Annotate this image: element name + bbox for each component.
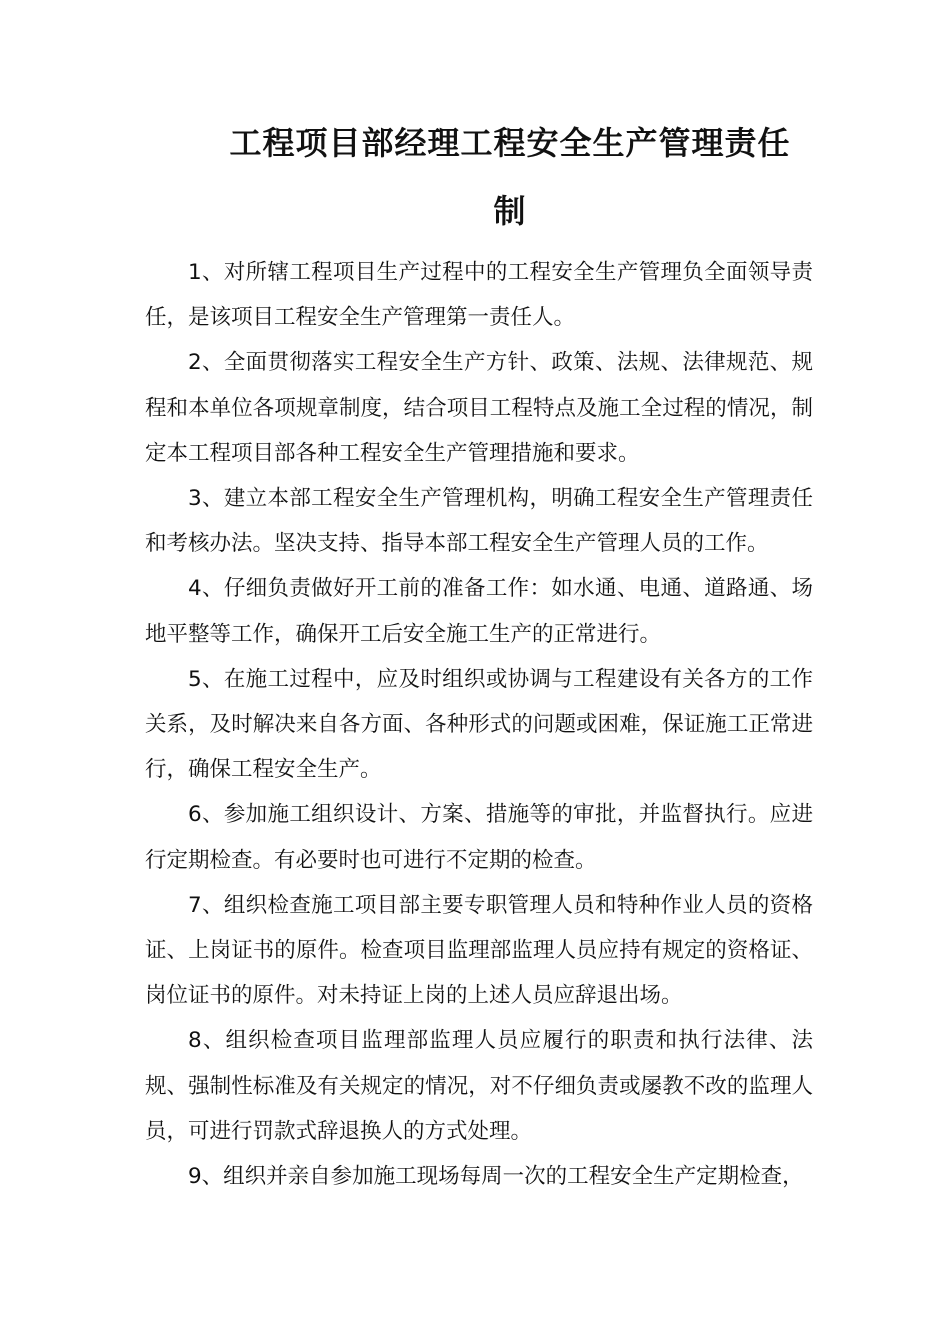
paragraph-6: 6、参加施工组织设计、方案、措施等的审批，并监督执行。应进行定期检查。有必要时也可进行不定期的检查。 [145, 802, 813, 873]
paragraph-8: 8、组织检查项目监理部监理人员应履行的职责和执行法律、法规、强制性标准及有关规定的情况，对不仔细负责或屡教不改的监理人员，可进行罚款式辞退换人的方式处理。 [145, 1028, 813, 1144]
document-title-line-1: 工程项目部经理工程安全生产管理责任 [229, 124, 791, 162]
paragraph-4: 4、仔细负责做好开工前的准备工作：如水通、电通、道路通、场地平整等工作，确保开工后安全施工生产的正常进行。 [145, 576, 813, 647]
paragraph-3: 3、建立本部工程安全生产管理机构，明确工程安全生产管理责任和考核办法。坚决支持、指导本部工程安全生产管理人员的工作。 [145, 486, 813, 557]
paragraph-7: 7、组织检查施工项目部主要专职管理人员和特种作业人员的资格证、上岗证书的原件。检查项目监理部监理人员应持有规定的资格证、岗位证书的原件。对未持证上岗的上述人员应辞退出场。 [145, 892, 813, 1009]
paragraph-9: 9、组织并亲自参加施工现场每周一次的工程安全生产定期检查， [188, 1164, 804, 1190]
paragraph-5: 5、在施工过程中，应及时组织或协调与工程建设有关各方的工作关系，及时解决来自各方面、各种形式的问题或困难，保证施工正常进行，确保工程安全生产。 [145, 666, 813, 783]
paragraph-1: 1、对所辖工程项目生产过程中的工程安全生产管理负全面领导责任，是该项目工程安全生产管理第一责任人。 [145, 260, 813, 331]
document-body [145, 250, 813, 1199]
document-title-line-2: 制 [493, 192, 527, 230]
paragraph-2: 2、全面贯彻落实工程安全生产方针、政策、法规、法律规范、规程和本单位各项规章制度，结合项目工程特点及施工全过程的情况，制定本工程项目部各种工程安全生产管理措施和要求。 [145, 350, 813, 466]
